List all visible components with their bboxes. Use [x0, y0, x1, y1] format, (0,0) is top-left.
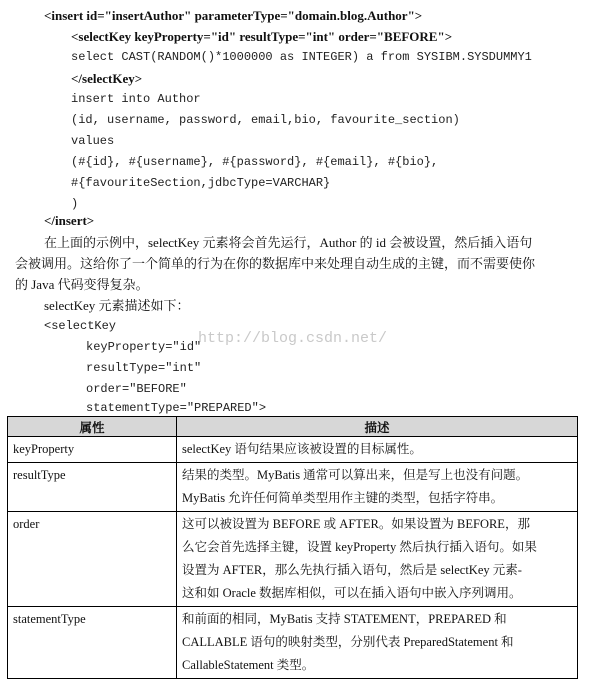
desc-cell [177, 463, 578, 512]
desc-line: 结果的类型。MyBatis 通常可以算出来，但是写上也没有问题。 [182, 468, 529, 482]
table-header-row [8, 417, 578, 437]
code-line-close-paren: ) [71, 197, 79, 211]
code2-line-order: order="BEFORE" [86, 382, 187, 396]
code-line-select: select CAST(RANDOM()*1000000 as INTEGER) a from SYSIBM.SYSDUMMY1 [71, 50, 532, 64]
code-line-insert-close: </insert> [44, 213, 95, 228]
desc-line: 这可以被设置为 BEFORE 或 AFTER。如果设置为 BEFORE，那 [182, 517, 530, 531]
code-line-favourite: #{favouriteSection,jdbcType=VARCHAR} [71, 176, 331, 190]
paragraph-line-2: 会被调用。这给你了一个简单的行为在你的数据库中来处理自动生成的主键，而不需要使你 [15, 256, 536, 271]
code-line-insert-open: <insert id="insertAuthor" parameterType="domain.blog.Author"> [44, 8, 423, 23]
code-line-params: (#{id}, #{username}, #{password}, #{email}, #{bio}, [71, 155, 439, 169]
code-line-selectkey-close: </selectKey> [71, 71, 143, 86]
attr-cell: order [8, 512, 177, 607]
desc-line: 么它会首先选择主键，设置 keyProperty 然后执行插入语句。如果 [182, 540, 537, 554]
desc-line: 和前面的相同，MyBatis 支持 STATEMENT，PREPARED 和 [182, 612, 507, 626]
code2-line-selectkey: <selectKey [44, 319, 117, 333]
table-row [8, 463, 578, 512]
watermark-text: http://blog.csdn.net/ [198, 330, 388, 347]
code-line-selectkey-open: <selectKey keyProperty="id" resultType="int" order="BEFORE"> [71, 29, 453, 44]
table-row [8, 512, 578, 607]
header-description: 描述 [177, 417, 578, 437]
desc-cell [177, 437, 578, 463]
desc-cell [177, 512, 578, 607]
attr-cell: resultType [8, 463, 177, 512]
desc-line: MyBatis 允许任何简单类型用作主键的类型，包括字符串。 [182, 491, 504, 505]
desc-line: 这和如 Oracle 数据库相似，可以在插入语句中嵌入序列调用。 [182, 586, 522, 600]
desc-line: 设置为 AFTER，那么先执行插入语句，然后是 selectKey 元素- [182, 563, 522, 577]
attr-cell: statementType [8, 607, 177, 679]
desc-cell [177, 607, 578, 679]
selectkey-attributes-table [7, 416, 578, 679]
header-attribute: 属性 [8, 417, 177, 437]
selectkey-description-heading: selectKey 元素描述如下： [44, 298, 190, 313]
desc-line: CALLABLE 语句的映射类型，分别代表 PreparedStatement 和 [182, 635, 514, 649]
code2-line-keyproperty: keyProperty="id" [86, 340, 202, 354]
code-line-insert-into: insert into Author [71, 92, 201, 106]
paragraph-line-3: 的 Java 代码变得复杂。 [15, 277, 149, 292]
desc-line: CallableStatement 类型。 [182, 658, 315, 672]
code-line-values: values [71, 134, 115, 148]
table-row [8, 607, 578, 679]
table-row [8, 437, 578, 463]
code-line-columns: (id, username, password, email,bio, favourite_section) [71, 113, 460, 127]
code2-line-statementtype: statementType="PREPARED"> [86, 401, 267, 415]
paragraph-line-1: 在上面的示例中，selectKey 元素将会首先运行，Author 的 id 会被设置，然后插入语句 [44, 235, 533, 250]
attr-cell: keyProperty [8, 437, 177, 463]
desc-line: selectKey 语句结果应该被设置的目标属性。 [182, 442, 422, 456]
code2-line-resulttype: resultType="int" [86, 361, 202, 375]
